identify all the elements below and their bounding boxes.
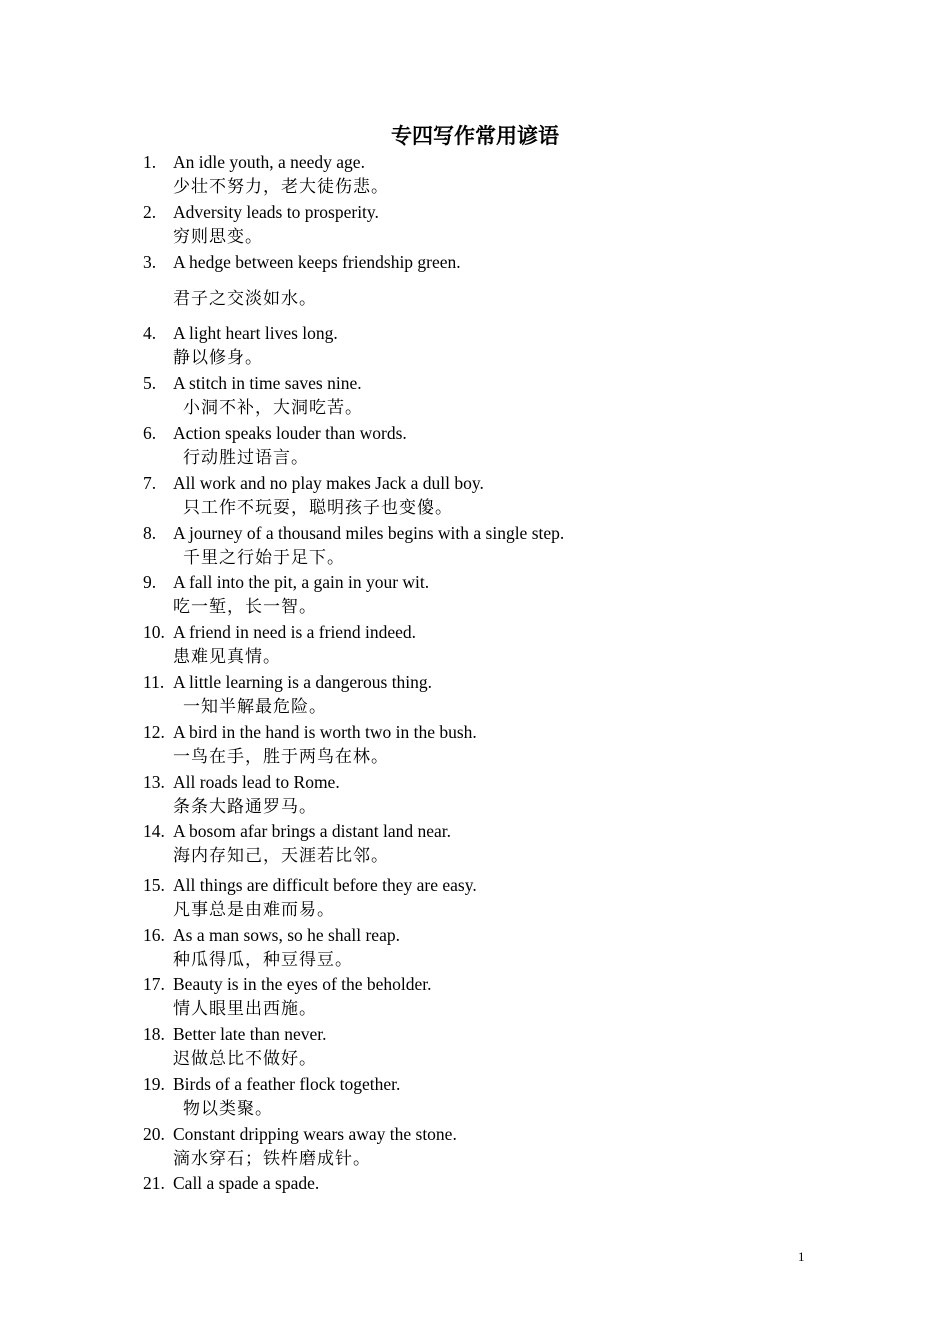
proverb-number: 13. xyxy=(143,772,165,792)
proverb-number: 1. xyxy=(143,152,157,172)
proverb-number: 9. xyxy=(143,572,157,592)
proverb-english: As a man sows, so he shall reap. xyxy=(173,925,400,945)
proverb-english: A journey of a thousand miles begins with a single step. xyxy=(173,523,565,543)
proverb-chinese: 只工作不玩耍，聪明孩子也变傻。 xyxy=(183,498,453,517)
proverb-number: 16. xyxy=(143,925,165,945)
proverb-number: 3. xyxy=(143,252,157,272)
proverb-english: Beauty is in the eyes of the beholder. xyxy=(173,974,432,994)
proverb-number: 17. xyxy=(143,974,165,994)
proverb-english: Constant dripping wears away the stone. xyxy=(173,1124,457,1144)
proverb-chinese: 少壮不努力，老大徒伤悲。 xyxy=(173,177,389,196)
proverb-english: Action speaks louder than words. xyxy=(173,423,407,443)
proverb-number: 14. xyxy=(143,821,165,841)
proverb-chinese: 一鸟在手，胜于两鸟在林。 xyxy=(173,747,389,766)
proverb-chinese: 千里之行始于足下。 xyxy=(183,548,345,567)
proverb-chinese: 迟做总比不做好。 xyxy=(173,1049,317,1068)
proverb-english: A light heart lives long. xyxy=(173,323,338,343)
proverb-number: 19. xyxy=(143,1074,165,1094)
proverb-number: 20. xyxy=(143,1124,165,1144)
proverb-chinese: 物以类聚。 xyxy=(183,1099,273,1118)
proverb-number: 15. xyxy=(143,875,165,895)
proverb-english: A stitch in time saves nine. xyxy=(173,373,362,393)
proverb-english: A fall into the pit, a gain in your wit. xyxy=(173,572,430,592)
proverb-chinese: 海内存知己，天涯若比邻。 xyxy=(173,846,389,865)
proverb-english: A bosom afar brings a distant land near. xyxy=(173,821,451,841)
proverb-chinese: 患难见真情。 xyxy=(173,647,281,666)
page-title: 专四写作常用谚语 xyxy=(391,124,559,148)
proverb-number: 12. xyxy=(143,722,165,742)
page-number: 1 xyxy=(798,1249,805,1264)
proverb-chinese: 种瓜得瓜，种豆得豆。 xyxy=(173,950,353,969)
proverb-english: Better late than never. xyxy=(173,1024,327,1044)
proverb-chinese: 情人眼里出西施。 xyxy=(173,999,317,1018)
proverb-chinese: 小洞不补，大洞吃苦。 xyxy=(183,398,363,417)
proverb-number: 18. xyxy=(143,1024,165,1044)
proverb-english: All work and no play makes Jack a dull boy. xyxy=(173,473,484,493)
proverb-english: A friend in need is a friend indeed. xyxy=(173,622,416,642)
proverb-chinese: 滴水穿石；铁杵磨成针。 xyxy=(173,1149,371,1168)
proverb-number: 7. xyxy=(143,473,157,493)
proverb-english: Adversity leads to prosperity. xyxy=(173,202,379,222)
proverb-english: A bird in the hand is worth two in the bush. xyxy=(173,722,477,742)
proverb-english: Birds of a feather flock together. xyxy=(173,1074,401,1094)
proverb-chinese: 条条大路通罗马。 xyxy=(173,797,317,816)
proverb-number: 8. xyxy=(143,523,157,543)
proverb-number: 6. xyxy=(143,423,157,443)
proverb-number: 5. xyxy=(143,373,157,393)
proverb-chinese: 穷则思变。 xyxy=(173,227,263,246)
proverb-number: 11. xyxy=(143,672,165,692)
proverb-number: 10. xyxy=(143,622,165,642)
proverb-english: A little learning is a dangerous thing. xyxy=(173,672,433,692)
proverb-number: 2. xyxy=(143,202,157,222)
proverb-number: 21. xyxy=(143,1173,165,1193)
proverb-english: A hedge between keeps friendship green. xyxy=(173,252,461,272)
proverb-chinese: 行动胜过语言。 xyxy=(183,448,309,467)
proverb-number: 4. xyxy=(143,323,157,343)
proverb-chinese: 吃一堑，长一智。 xyxy=(173,597,317,616)
proverb-english: Call a spade a spade. xyxy=(173,1173,320,1193)
proverb-chinese: 君子之交淡如水。 xyxy=(173,289,317,308)
proverb-english: All roads lead to Rome. xyxy=(173,772,340,792)
proverb-english: An idle youth, a needy age. xyxy=(173,152,365,172)
proverb-chinese: 静以修身。 xyxy=(173,348,263,367)
proverb-chinese: 凡事总是由难而易。 xyxy=(173,900,335,919)
proverb-chinese: 一知半解最危险。 xyxy=(183,697,327,716)
proverb-english: All things are difficult before they are easy. xyxy=(173,875,477,895)
